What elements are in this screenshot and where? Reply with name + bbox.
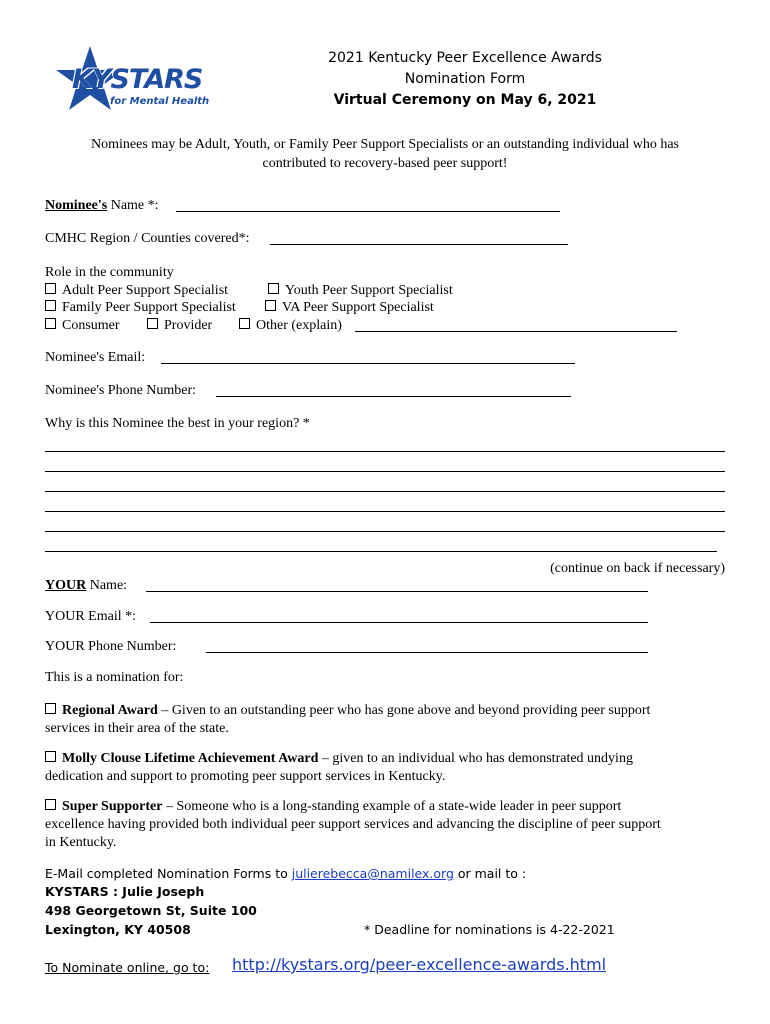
molly-desc-1: – given to an individual who has demonstrated undying (318, 751, 633, 766)
region-label: CMHC Region / Counties covered*: (45, 231, 250, 246)
your-name-field[interactable] (146, 591, 648, 592)
regional-checkbox[interactable] (45, 703, 56, 714)
consumer-label: Consumer (62, 318, 120, 333)
adult-label: Adult Peer Support Specialist (62, 283, 229, 298)
consumer-checkbox[interactable] (45, 318, 56, 329)
nominee-name-field[interactable] (176, 211, 560, 212)
youth-checkbox[interactable] (268, 283, 279, 294)
regional-desc-2: services in their area of the state. (45, 721, 229, 736)
molly-desc-2: dedication and support to promoting peer support services in Kentucky. (45, 769, 446, 784)
regional-desc-1: – Given to an outstanding peer who has gone above and beyond providing peer support (157, 703, 651, 718)
address-line-2: 498 Georgetown St, Suite 100 (45, 903, 257, 918)
role-va-option[interactable] (265, 300, 434, 316)
nominee-phone-field[interactable] (216, 396, 571, 397)
why-line-6[interactable] (45, 551, 717, 552)
your-email-label: YOUR Email *: (45, 609, 136, 624)
role-consumer-option[interactable] (45, 318, 120, 334)
adult-checkbox[interactable] (45, 283, 56, 294)
address-line-3: Lexington, KY 40508 (45, 922, 191, 937)
form-subtitle: Nomination Form (404, 71, 526, 87)
nomination-for-label: This is a nomination for: (45, 670, 184, 685)
role-provider-option[interactable] (147, 318, 212, 334)
your-email-field[interactable] (150, 622, 648, 623)
contact-email-link[interactable]: julierebecca@namilex.org (291, 866, 454, 881)
regional-name: Regional Award (62, 703, 158, 718)
why-line-5[interactable] (45, 531, 725, 532)
your-phone-field[interactable] (206, 652, 648, 653)
molly-award-option[interactable] (45, 750, 735, 786)
provider-checkbox[interactable] (147, 318, 158, 329)
region-field[interactable] (270, 244, 568, 245)
logo-tagline: for Mental Health (110, 96, 210, 107)
role-youth-option[interactable] (268, 283, 453, 299)
logo-brand: KYSTARS (72, 64, 203, 95)
role-other-option[interactable] (239, 318, 342, 334)
nominee-emph: Nominee's (45, 198, 108, 213)
online-nomination-link[interactable]: http://kystars.org/peer-excellence-awards.html (232, 955, 607, 974)
why-line-4[interactable] (45, 511, 725, 512)
intro-line-1: Nominees may be Adult, Youth, or Family Peer Support Specialists or an outstanding individual who has (91, 137, 679, 152)
nominee-name-rest: Name *: (107, 198, 159, 213)
other-label: Other (explain) (256, 318, 342, 333)
why-line-3[interactable] (45, 491, 725, 492)
your-name-label (45, 578, 127, 594)
your-phone-label: YOUR Phone Number: (45, 639, 177, 654)
email-instructions (45, 866, 526, 881)
va-label: VA Peer Support Specialist (282, 300, 434, 315)
why-line-2[interactable] (45, 471, 725, 472)
provider-label: Provider (164, 318, 213, 333)
kystars-logo (50, 44, 210, 116)
nominee-email-label: Nominee's Email: (45, 350, 146, 365)
ceremony-date: Virtual Ceremony on May 6, 2021 (333, 92, 597, 108)
your-emph: YOUR (45, 578, 87, 593)
super-name: Super Supporter (62, 799, 163, 814)
nominee-email-field[interactable] (161, 363, 575, 364)
deadline-note: * Deadline for nominations is 4-22-2021 (364, 922, 615, 937)
nominee-phone-label: Nominee's Phone Number: (45, 383, 197, 398)
super-supporter-option[interactable] (45, 798, 745, 852)
super-desc-1: – Someone who is a long-standing example of a state-wide leader in peer support (162, 799, 622, 814)
regional-award-option[interactable] (45, 702, 735, 738)
super-checkbox[interactable] (45, 799, 56, 810)
intro-line-2: contributed to recovery-based peer support! (262, 156, 508, 171)
family-checkbox[interactable] (45, 300, 56, 311)
super-desc-3: in Kentucky. (45, 835, 117, 850)
super-desc-2: excellence having provided both individual peer support services and advancing the discipline of peer support (45, 817, 661, 832)
your-name-rest: Name: (86, 578, 128, 593)
molly-name: Molly Clouse Lifetime Achievement Award (62, 751, 319, 766)
molly-checkbox[interactable] (45, 751, 56, 762)
other-explain-field[interactable] (355, 331, 677, 332)
youth-label: Youth Peer Support Specialist (285, 283, 453, 298)
family-label: Family Peer Support Specialist (62, 300, 236, 315)
form-title: 2021 Kentucky Peer Excellence Awards (328, 50, 602, 66)
other-checkbox[interactable] (239, 318, 250, 329)
role-heading: Role in the community (45, 265, 174, 280)
va-checkbox[interactable] (265, 300, 276, 311)
nominee-name-label (45, 198, 159, 214)
continue-note: (continue on back if necessary) (550, 561, 725, 576)
why-label: Why is this Nominee the best in your region? * (45, 416, 310, 431)
why-line-1[interactable] (45, 451, 725, 452)
address-line-1: KYSTARS : Julie Joseph (45, 884, 205, 899)
role-adult-option[interactable] (45, 283, 228, 299)
online-label: To Nominate online, go to: (45, 960, 210, 975)
role-family-option[interactable] (45, 300, 236, 316)
email-suffix: or mail to : (453, 866, 527, 881)
email-prefix: E-Mail completed Nomination Forms to (45, 866, 292, 881)
